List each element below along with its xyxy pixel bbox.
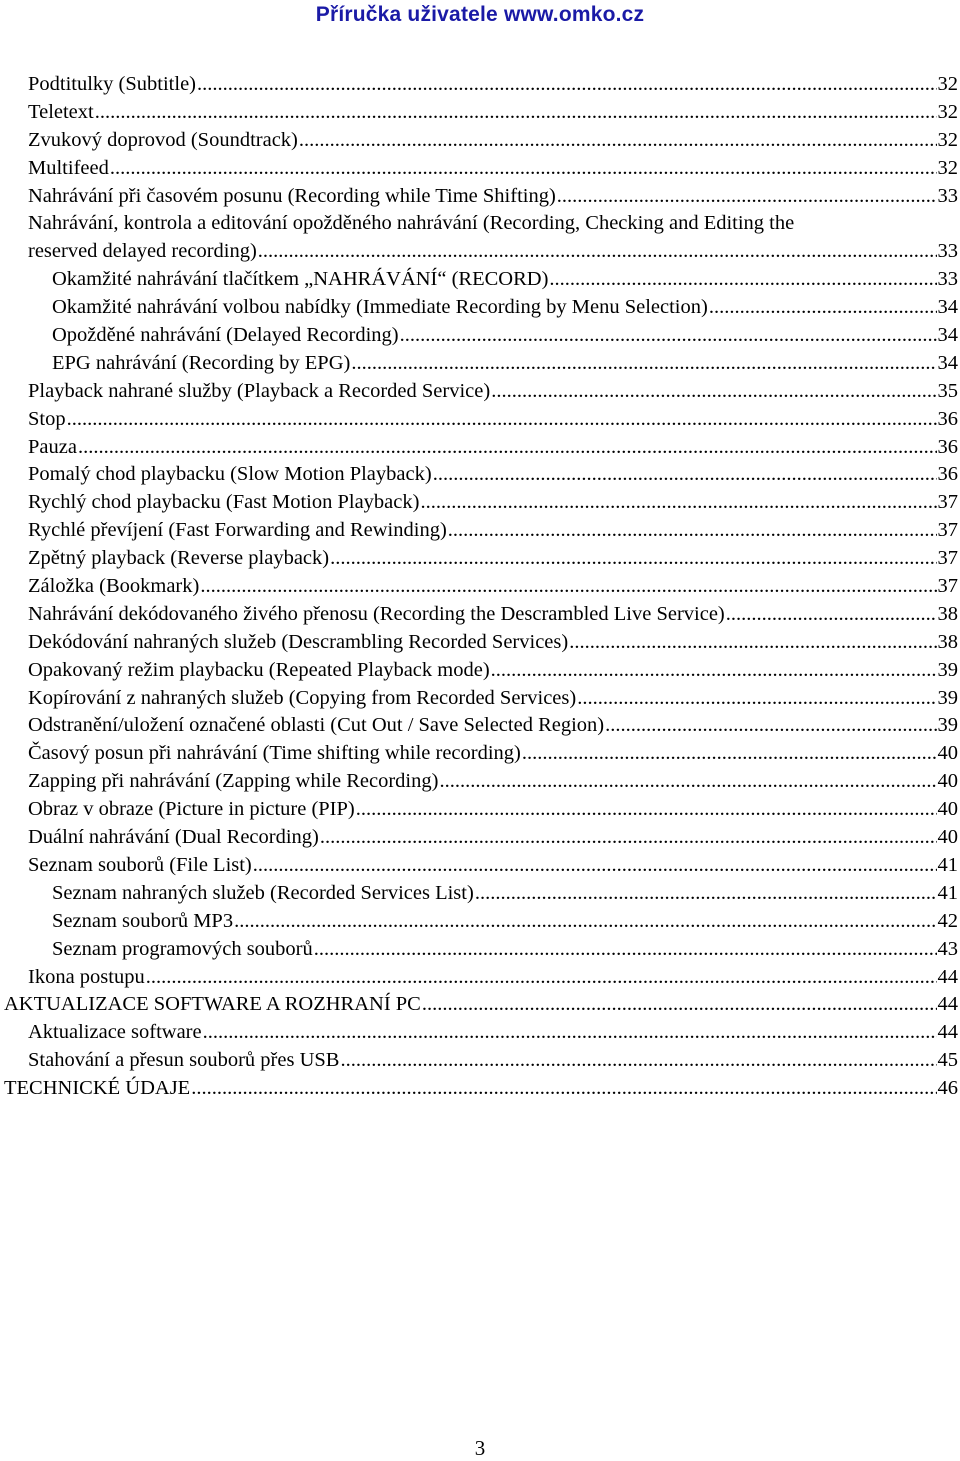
toc-entry[interactable] (0, 1047, 958, 1075)
toc-entry-title: Opakovaný režim playbacku (Repeated Playback mode) (28, 658, 490, 681)
toc-dot-leader (400, 322, 937, 350)
toc-entry[interactable] (0, 517, 958, 545)
toc-entry-title: Podtitulky (Subtitle) (28, 73, 196, 95)
toc-dot-leader (330, 545, 936, 573)
toc-entry[interactable] (0, 294, 958, 322)
toc-entry[interactable] (0, 657, 958, 685)
toc-entry[interactable] (0, 880, 958, 908)
toc-entry-page: 40 (937, 742, 958, 765)
toc-entry[interactable] (0, 183, 958, 211)
toc-entry-title: Duální nahrávání (Dual Recording) (28, 826, 319, 849)
toc-entry-title: Zpětný playback (Reverse playback) (28, 547, 330, 570)
toc-dot-leader (253, 852, 937, 880)
toc-entry-title: AKTUALIZACE SOFTWARE A ROZHRANÍ PC (4, 993, 421, 1016)
toc-entry[interactable] (0, 155, 958, 183)
toc-entry-title: EPG nahrávání (Recording by EPG) (52, 351, 351, 374)
toc-dot-leader (95, 99, 937, 127)
toc-dot-leader (146, 964, 937, 992)
toc-dot-leader (448, 517, 937, 545)
toc-entry-page: 35 (937, 379, 958, 402)
toc-entry-page: 44 (937, 965, 958, 988)
toc-entry[interactable] (0, 908, 958, 936)
toc-dot-leader (557, 183, 937, 211)
toc-entry-title: Stahování a přesun souborů přes USB (28, 1049, 340, 1072)
toc-entry-title: Pomalý chod playbacku (Slow Motion Playback) (28, 463, 432, 486)
toc-entry[interactable] (0, 127, 958, 155)
toc-entry[interactable] (0, 434, 958, 462)
toc-dot-leader (258, 238, 937, 266)
toc-entry[interactable] (0, 99, 958, 127)
toc-entry-page: 34 (937, 324, 958, 347)
toc-entry[interactable] (0, 350, 958, 378)
toc-entry-page: 40 (937, 798, 958, 821)
toc-dot-leader (203, 1019, 937, 1047)
toc-entry-title: Aktualizace software (28, 1021, 202, 1044)
toc-entry-page: 38 (937, 630, 958, 653)
toc-entry[interactable] (0, 266, 958, 294)
toc-entry[interactable] (0, 796, 958, 824)
toc-entry[interactable] (0, 238, 958, 266)
toc-dot-leader (475, 880, 937, 908)
toc-entry-title: Okamžité nahrávání tlačítkem „NAHRÁVÁNÍ“ (RECORD) (52, 268, 549, 291)
toc-dot-leader (200, 573, 936, 601)
toc-entry[interactable] (0, 489, 958, 517)
toc-entry-page: 40 (937, 770, 958, 793)
toc-entry-title: Rychlé převíjení (Fast Forwarding and Rewinding) (28, 519, 447, 542)
toc-entry-title: Ikona postupu (28, 965, 145, 988)
toc-entry-title: Odstranění/uložení označené oblasti (Cut Out / Save Selected Region) (28, 714, 605, 737)
toc-dot-leader (549, 266, 936, 294)
toc-entry-title: Záložka (Bookmark) (28, 575, 200, 598)
toc-entry[interactable] (0, 461, 958, 489)
toc-entry-title: reserved delayed recording) (28, 240, 257, 263)
toc-entry-page: 37 (937, 547, 958, 570)
toc-entry[interactable] (0, 545, 958, 573)
toc-entry-title: Opožděné nahrávání (Delayed Recording) (52, 324, 399, 347)
toc-dot-leader (356, 796, 937, 824)
toc-entry[interactable] (0, 322, 958, 350)
toc-entry[interactable] (0, 378, 958, 406)
toc-entry-title: Rychlý chod playbacku (Fast Motion Playback) (28, 491, 420, 514)
toc-entry-page: 44 (937, 993, 958, 1016)
toc-entry[interactable] (0, 991, 958, 1019)
toc-entry-page: 32 (937, 128, 958, 151)
toc-dot-leader (234, 908, 936, 936)
toc-entry-page: 46 (937, 1077, 958, 1100)
toc-dot-leader (351, 350, 936, 378)
toc-entry-title: Seznam souborů (File List) (28, 853, 252, 876)
toc-dot-leader (709, 294, 937, 322)
toc-entry-page: 39 (937, 714, 958, 737)
toc-dot-leader (433, 461, 937, 489)
toc-entry-page: 42 (937, 909, 958, 932)
toc-entry-title-line: Nahrávání, kontrola a editování opožděného nahrávání (Recording, Checking and Editing the (28, 212, 795, 235)
toc-entry-title: Seznam souborů MP3 (52, 909, 234, 932)
toc-entry[interactable] (0, 936, 958, 964)
toc-entry[interactable] (0, 601, 958, 629)
toc-dot-leader (110, 155, 937, 183)
toc-dot-leader (191, 1075, 936, 1103)
toc-entry-page: 40 (937, 826, 958, 849)
toc-entry-page: 37 (937, 491, 958, 514)
toc-entry-page: 36 (937, 407, 958, 430)
toc-entry[interactable] (0, 824, 958, 852)
toc-entry-title: Časový posun při nahrávání (Time shifting while recording) (28, 742, 521, 765)
page-header: Příručka uživatele www.omko.cz (315, 3, 645, 26)
toc-entry[interactable] (0, 768, 958, 796)
toc-entry-title: Dekódování nahraných služeb (Descrambling Recorded Services) (28, 630, 569, 653)
toc-entry[interactable] (0, 1075, 958, 1103)
toc-entry-page: 44 (937, 1021, 958, 1044)
toc-entry[interactable] (0, 1019, 958, 1047)
toc-entry-title: Teletext (28, 100, 94, 123)
toc-entry-page: 41 (937, 853, 958, 876)
toc-entry-page: 38 (937, 602, 958, 625)
toc-dot-leader (314, 936, 937, 964)
toc-dot-leader (422, 991, 937, 1019)
toc-entry-title: Obraz v obraze (Picture in picture (PIP) (28, 798, 355, 821)
toc-entry-page: 33 (937, 268, 958, 291)
toc-entry-title: Playback nahrané služby (Playback a Recorded Service) (28, 379, 491, 402)
toc-entry[interactable] (0, 964, 958, 992)
toc-dot-leader (299, 127, 937, 155)
toc-entry-page: 37 (937, 575, 958, 598)
toc-entry-page: 36 (937, 435, 958, 458)
toc-entry-title: Kopírování z nahraných služeb (Copying from Recorded Services) (28, 686, 577, 709)
toc-entry-page: 32 (937, 156, 958, 179)
toc-entry[interactable] (0, 573, 958, 601)
toc-dot-leader (522, 740, 937, 768)
toc-entry-page: 32 (937, 73, 958, 95)
toc-dot-leader (569, 629, 936, 657)
toc-entry-page: 36 (937, 463, 958, 486)
toc-dot-leader (320, 824, 937, 852)
toc-entry-title: Okamžité nahrávání volbou nabídky (Immediate Recording by Menu Selection) (52, 296, 708, 319)
toc-entry[interactable] (0, 852, 958, 880)
toc-entry-title: Seznam nahraných služeb (Recorded Services List) (52, 881, 474, 904)
toc-dot-leader (491, 657, 937, 685)
toc-dot-leader (726, 601, 937, 629)
toc-dot-leader (439, 768, 936, 796)
toc-entry[interactable] (0, 71, 958, 99)
toc-dot-leader (420, 489, 936, 517)
toc-entry-page: 41 (937, 881, 958, 904)
toc-entry-page: 43 (937, 937, 958, 960)
toc-entry[interactable] (0, 406, 958, 434)
toc-entry-page: 39 (937, 658, 958, 681)
toc-dot-leader (197, 71, 937, 99)
toc-dot-leader (67, 406, 937, 434)
toc-dot-leader (577, 685, 936, 713)
table-of-contents (0, 71, 958, 1103)
toc-entry[interactable] (0, 685, 958, 713)
toc-dot-leader (78, 434, 937, 462)
toc-dot-leader (340, 1047, 936, 1075)
toc-entry[interactable] (0, 629, 958, 657)
toc-entry-title: Zapping při nahrávání (Zapping while Recording) (28, 770, 439, 793)
toc-entry-page: 33 (937, 240, 958, 263)
toc-entry-title: TECHNICKÉ ÚDAJE (4, 1077, 191, 1100)
toc-entry-title: Seznam programových souborů (52, 937, 313, 960)
toc-entry-title: Zvukový doprovod (Soundtrack) (28, 128, 298, 151)
toc-entry-page: 39 (937, 686, 958, 709)
toc-dot-leader (605, 712, 936, 740)
toc-entry-page: 34 (937, 351, 958, 374)
toc-entry-page: 32 (937, 100, 958, 123)
toc-entry[interactable] (0, 712, 958, 740)
toc-entry-page: 33 (937, 184, 958, 207)
toc-entry-page: 45 (937, 1049, 958, 1072)
toc-entry-title: Stop (28, 407, 66, 430)
toc-entry-title: Nahrávání při časovém posunu (Recording while Time Shifting) (28, 184, 556, 207)
page-number: 3 (474, 1436, 486, 1460)
toc-dot-leader (491, 378, 936, 406)
toc-entry-title: Multifeed (28, 156, 109, 179)
toc-entry-page: 34 (937, 296, 958, 319)
toc-entry-title: Nahrávání dekódovaného živého přenosu (Recording the Descrambled Live Service) (28, 602, 725, 625)
toc-entry[interactable] (0, 740, 958, 768)
toc-entry-title: Pauza (28, 435, 77, 458)
toc-entry-page: 37 (937, 519, 958, 542)
